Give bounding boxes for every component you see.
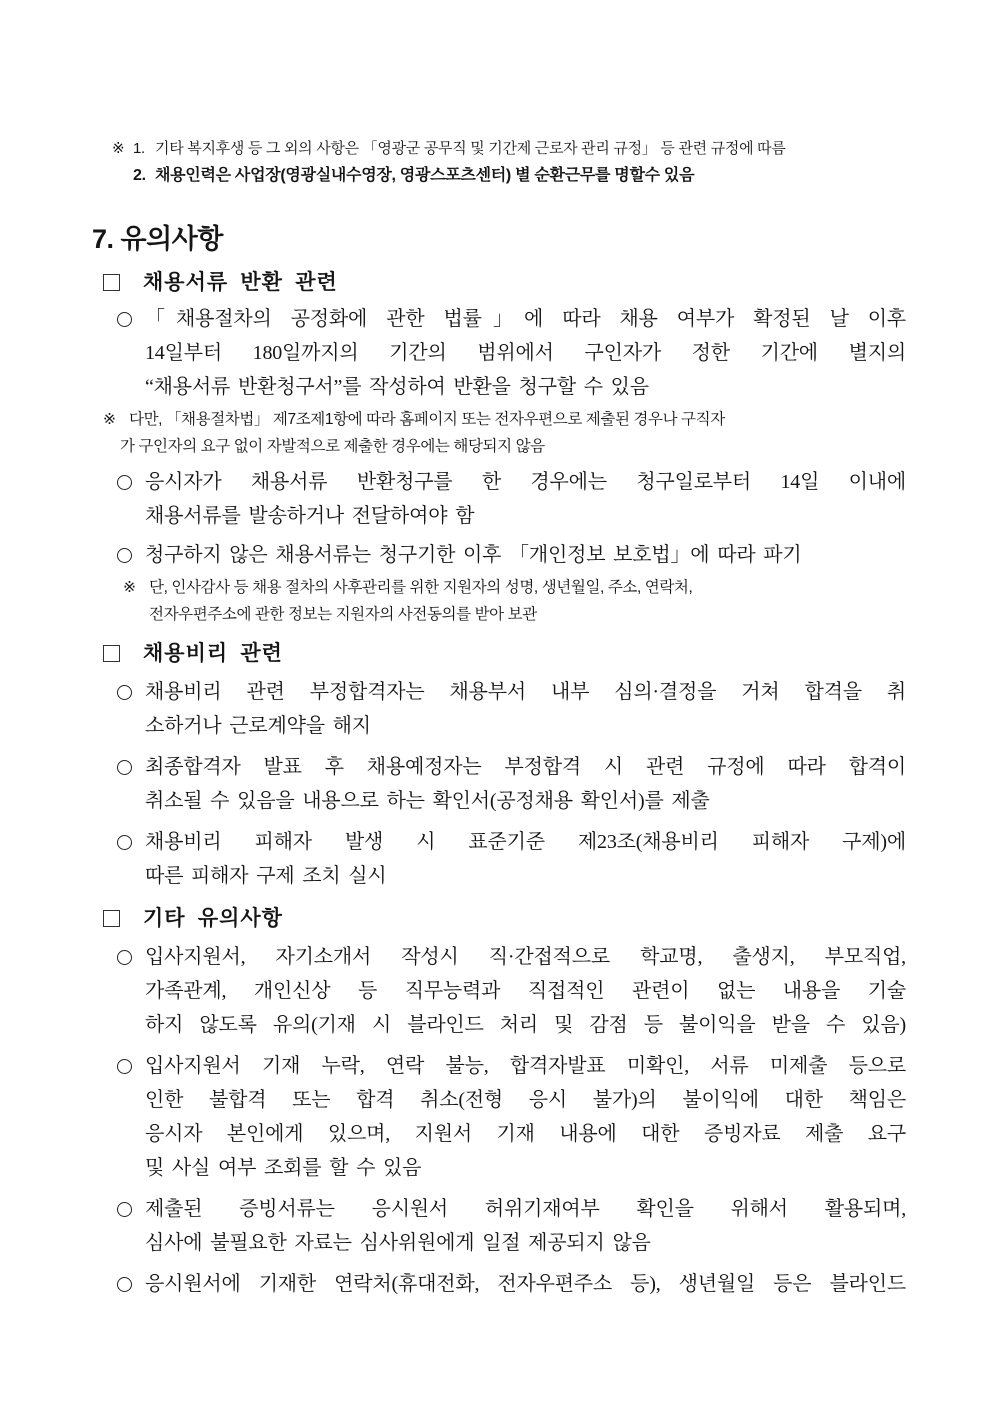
body-line: 채용비리 관련 부정합격자는 채용부서 내부 심의·결정을 거쳐 합격을 취 bbox=[145, 681, 906, 703]
body-line: 가족관계, 개인신상 등 직무능력과 직접적인 관련이 없는 내용을 기술 bbox=[145, 980, 906, 1002]
bullet-item bbox=[117, 675, 906, 743]
sub-note-text: 단, 인사감사 등 채용 절차의 사후관리를 위한 지원자의 성명, 생년월일, 주소, 연락처, bbox=[149, 579, 693, 596]
section-other-precautions bbox=[85, 903, 906, 1301]
section-hiring-corruption bbox=[85, 638, 906, 893]
body-line: 응시자 본인에게 있으며, 지원서 기재 내용에 대한 증빙자료 제출 요구 bbox=[145, 1123, 906, 1145]
circle-bullet-icon bbox=[117, 475, 132, 490]
body-line: 및 사실 여부 조회를 할 수 있음 bbox=[145, 1157, 422, 1179]
reference-mark: ※ bbox=[103, 411, 116, 428]
square-bullet-icon bbox=[103, 645, 120, 662]
sub-note-line: 가 구인자의 요구 없이 자발적으로 제출한 경우에는 해당되지 않음 bbox=[120, 438, 545, 455]
body-line: 응시원서에 기재한 연락처(휴대전화, 전자우편주소 등), 생년월일 등은 블라인드 bbox=[145, 1273, 906, 1295]
bullet-item bbox=[117, 750, 906, 818]
top-note-1-number: 1. bbox=[133, 140, 145, 157]
body-line: 제출된 증빙서류는 응시원서 허위기재여부 확인을 위해서 활용되며, bbox=[145, 1198, 906, 1220]
sub-note bbox=[103, 406, 906, 460]
circle-bullet-icon bbox=[117, 1202, 132, 1217]
circle-bullet-icon bbox=[117, 760, 132, 775]
sub-note-line: 전자우편주소에 관한 정보는 지원자의 사전동의를 받아 보관 bbox=[149, 606, 537, 623]
body-line: 청구하지 않은 채용서류는 청구기한 이후 「개인정보 보호법」에 따라 파기 bbox=[145, 544, 802, 566]
body-line: 따른 피해자 구제 조치 실시 bbox=[145, 865, 387, 887]
bullet-item bbox=[117, 465, 906, 533]
body-line: 심사에 불필요한 자료는 심사위원에게 일절 제공되지 않음 bbox=[145, 1232, 651, 1254]
body-line: 채용비리 피해자 발생 시 표준기준 제23조(채용비리 피해자 구제)에 bbox=[145, 831, 906, 853]
body-line: “채용서류 반환청구서”를 작성하여 반환을 청구할 수 있음 bbox=[145, 376, 649, 398]
sub-note-line bbox=[103, 406, 906, 433]
top-note-2-number: 2. bbox=[133, 167, 146, 184]
top-note-1 bbox=[112, 136, 906, 162]
reference-mark: ※ bbox=[112, 140, 125, 157]
bullet-item bbox=[117, 1192, 906, 1260]
top-note-2 bbox=[133, 163, 906, 189]
sub-note-text: 다만, 「채용절차법」 제7조제1항에 따라 홈페이지 또는 전자우편으로 제출된 경우나 구직자 bbox=[129, 411, 725, 428]
body-line: 최종합격자 발표 후 채용예정자는 부정합격 시 관련 규정에 따라 합격이 bbox=[145, 756, 906, 778]
body-line: 「채용절차의 공정화에 관한 법률」에 따라 채용 여부가 확정된 날 이후 bbox=[145, 308, 906, 330]
bullet-item bbox=[117, 940, 906, 1042]
body-line: 입사지원서 기재 누락, 연락 불능, 합격자발표 미확인, 서류 미제출 등으로 bbox=[145, 1055, 906, 1077]
sub-note bbox=[123, 574, 906, 628]
circle-bullet-icon bbox=[117, 1277, 132, 1292]
square-bullet-icon bbox=[103, 274, 120, 291]
circle-bullet-icon bbox=[117, 835, 132, 850]
bullet-item bbox=[117, 1267, 906, 1301]
body-line: 인한 불합격 또는 합격 취소(전형 응시 불가)의 불이익에 대한 책임은 bbox=[145, 1089, 906, 1111]
section-title-text: 채용비리 관련 bbox=[143, 641, 283, 665]
bullet-item bbox=[117, 538, 906, 572]
bullet-item bbox=[117, 825, 906, 893]
section-title bbox=[103, 638, 906, 668]
square-bullet-icon bbox=[103, 910, 120, 927]
body-line: 하지 않도록 유의(기재 시 블라인드 처리 및 감점 등 불이익을 받을 수 있음) bbox=[145, 1014, 906, 1036]
circle-bullet-icon bbox=[117, 1059, 132, 1074]
section-title bbox=[103, 903, 906, 933]
circle-bullet-icon bbox=[117, 548, 132, 563]
bullet-item bbox=[117, 1049, 906, 1185]
bullet-item bbox=[117, 302, 906, 404]
circle-bullet-icon bbox=[117, 950, 132, 965]
circle-bullet-icon bbox=[117, 312, 132, 327]
sub-note-line bbox=[123, 574, 906, 601]
top-reference-notes bbox=[85, 136, 906, 189]
body-line: 취소될 수 있음을 내용으로 하는 확인서(공정채용 확인서)를 제출 bbox=[145, 790, 710, 812]
body-line: 14일부터 180일까지의 기간의 범위에서 구인자가 정한 기간에 별지의 bbox=[145, 342, 906, 364]
section-document-return bbox=[85, 267, 906, 628]
top-note-1-text: 기타 복지후생 등 그 외의 사항은 「영광군 공무직 및 기간제 근로자 관리 규정」 등 관련 규정에 따름 bbox=[155, 140, 786, 157]
body-line: 소하거나 근로계약을 해지 bbox=[145, 715, 371, 737]
top-note-2-text: 채용인력은 사업장(영광실내수영장, 영광스포츠센터) 별 순환근무를 명할수 있음 bbox=[155, 167, 695, 184]
reference-mark: ※ bbox=[123, 579, 136, 596]
page-title: 7. 유의사항 bbox=[92, 224, 223, 254]
section-title bbox=[103, 267, 906, 297]
section-title-text: 기타 유의사항 bbox=[143, 906, 283, 930]
circle-bullet-icon bbox=[117, 685, 132, 700]
body-line: 채용서류를 발송하거나 전달하여야 함 bbox=[145, 505, 475, 527]
section-title-text: 채용서류 반환 관련 bbox=[143, 270, 338, 294]
body-line: 응시자가 채용서류 반환청구를 한 경우에는 청구일로부터 14일 이내에 bbox=[145, 471, 906, 493]
body-line: 입사지원서, 자기소개서 작성시 직·간접적으로 학교명, 출생지, 부모직업, bbox=[145, 946, 906, 968]
